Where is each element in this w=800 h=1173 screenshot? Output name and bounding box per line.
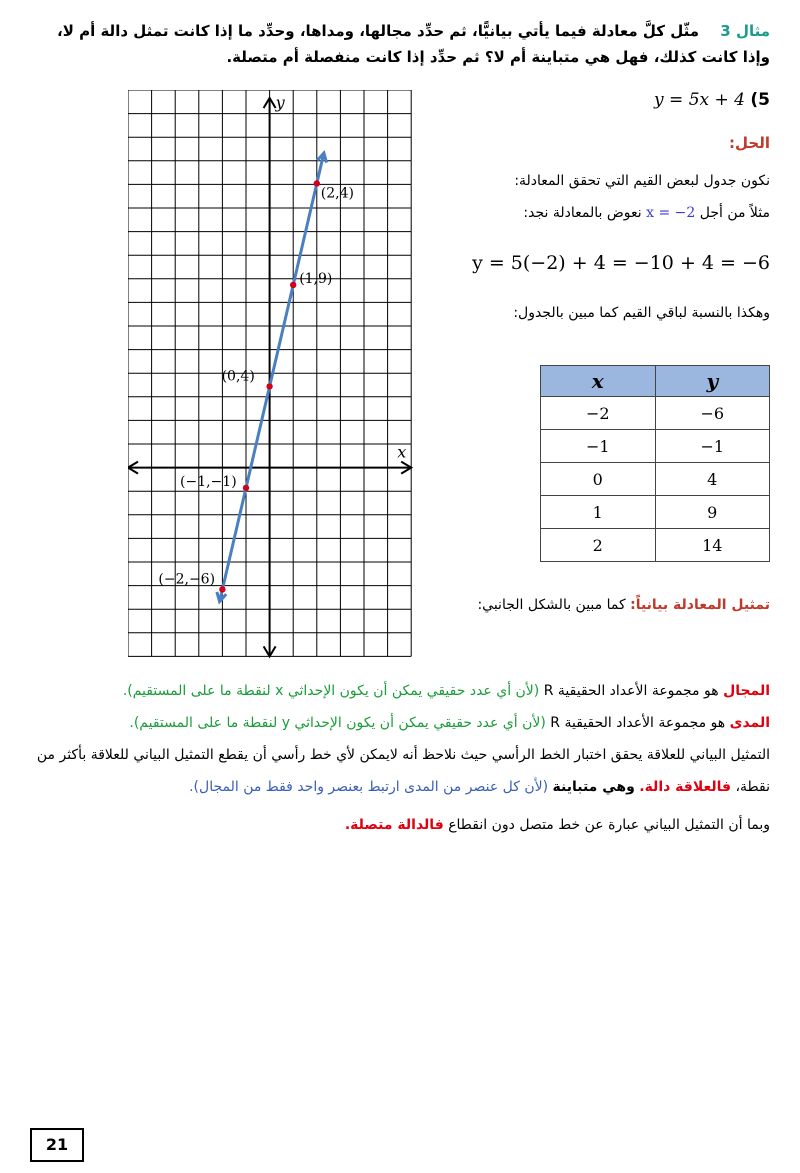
solution-line-2a: مثلاً من أجل [699,205,770,221]
table-row [541,463,770,496]
point-label: (2,4) [320,185,355,202]
table-header-x: x [541,366,656,397]
solution-heading: الحل: [729,134,770,152]
table-cell: −6 [655,397,770,430]
data-point [266,383,272,389]
function-label: فالعلاقة دالة. [639,779,732,795]
onetoone-label: وهي متباينة [552,779,635,795]
graph-note-label: تمثيل المعادلة بيانياً: [630,597,770,613]
x-axis-label: x [397,442,407,462]
solution-line-3: وهكذا بالنسبة لباقي القيم كما مبين بالجدول: [513,305,770,321]
continuous-label: فالدالة متصلة. [344,817,444,833]
table-header-row [541,366,770,397]
plot-layer [158,153,354,602]
equation-text: y = 5x + 4 [654,90,745,110]
data-point [219,586,225,592]
data-point [290,282,296,288]
data-point [243,485,249,491]
range-text: هو مجموعة الأعداد الحقيقية R [550,715,726,731]
table-cell: 1 [541,496,656,529]
example-label: مثال 3 [720,22,770,40]
graph-note [477,597,770,613]
point-label: (0,4) [221,368,255,385]
table-header-y: y [655,366,770,397]
table-row [541,430,770,463]
range-line [30,707,770,739]
table-cell: 2 [541,529,656,562]
vertical-test-paragraph [30,739,770,803]
table-cell: −2 [541,397,656,430]
point-label: (−1,−1) [180,473,237,490]
substitution-calc: y = 5(−2) + 4 = −10 + 4 = −6 [472,252,770,274]
table-row [541,529,770,562]
substitution-expr: x = −2 [646,205,696,221]
domain-label: المجال [723,683,770,699]
table-cell: −1 [655,430,770,463]
graph-note-text: كما مبين بالشكل الجانبي: [477,597,626,613]
table-cell: 0 [541,463,656,496]
table-cell: 14 [655,529,770,562]
continuous-line [30,809,770,841]
onetoone-reason: (لأن كل عنصر من المدى ارتبط بعنصر واحد فقط من المجال). [189,779,549,795]
y-axis-label: y [275,93,285,112]
domain-line [30,675,770,707]
values-table [540,365,770,562]
data-point [314,180,320,186]
range-reason: (لأن أي عدد حقيقي يمكن أن يكون الإحداثي y لنقطة ما على المستقيم). [129,715,546,731]
domain-text: هو مجموعة الأعداد الحقيقية R [543,683,719,699]
continuous-text: وبما أن التمثيل البياني عبارة عن خط متصل دون انقطاع [448,817,770,833]
table-cell: −1 [541,430,656,463]
range-label: المدى [729,715,770,731]
point-label: (−2,−6) [158,571,216,588]
vertical-text: التمثيل البياني للعلاقة يحقق اختبار الخط الرأسي حيث نلاحظ أنه لايمكن لأي خط رأسي أن يقطع التمثيل البياني للعلاقة بأكثر من نقطة، [36,747,770,795]
solution-line-2 [523,202,770,224]
problem-equation [654,90,770,110]
example-header [30,18,770,70]
domain-reason: (لأن أي عدد حقيقي يمكن أن يكون الإحداثي x لنقطة ما على المستقيم). [122,683,540,699]
solution-line-2b: نعوض بالمعادلة نجد: [523,205,642,221]
example-instructions: مثّل كلَّ معادلة فيما يأتي بيانيًّا، ثم حدِّد مجالها، ومداها، وحدِّد ما إذا كانت تمثل دالة أم لا، وإذا كانت كذلك، فهل هي متباينة أم لا؟ ثم حدِّد إذا كانت منفصلة أم متصلة. [57,22,770,66]
table-row [541,496,770,529]
problem-number: (5 [750,90,770,110]
body-text [30,675,770,841]
table-row [541,397,770,430]
table-cell: 4 [655,463,770,496]
coordinate-graph [128,90,428,660]
solution-line-1: نكون جدول لبعض القيم التي تحقق المعادلة: [514,173,770,189]
page-number: 21 [30,1128,84,1162]
table-cell: 9 [655,496,770,529]
point-label: (1,9) [299,270,333,287]
